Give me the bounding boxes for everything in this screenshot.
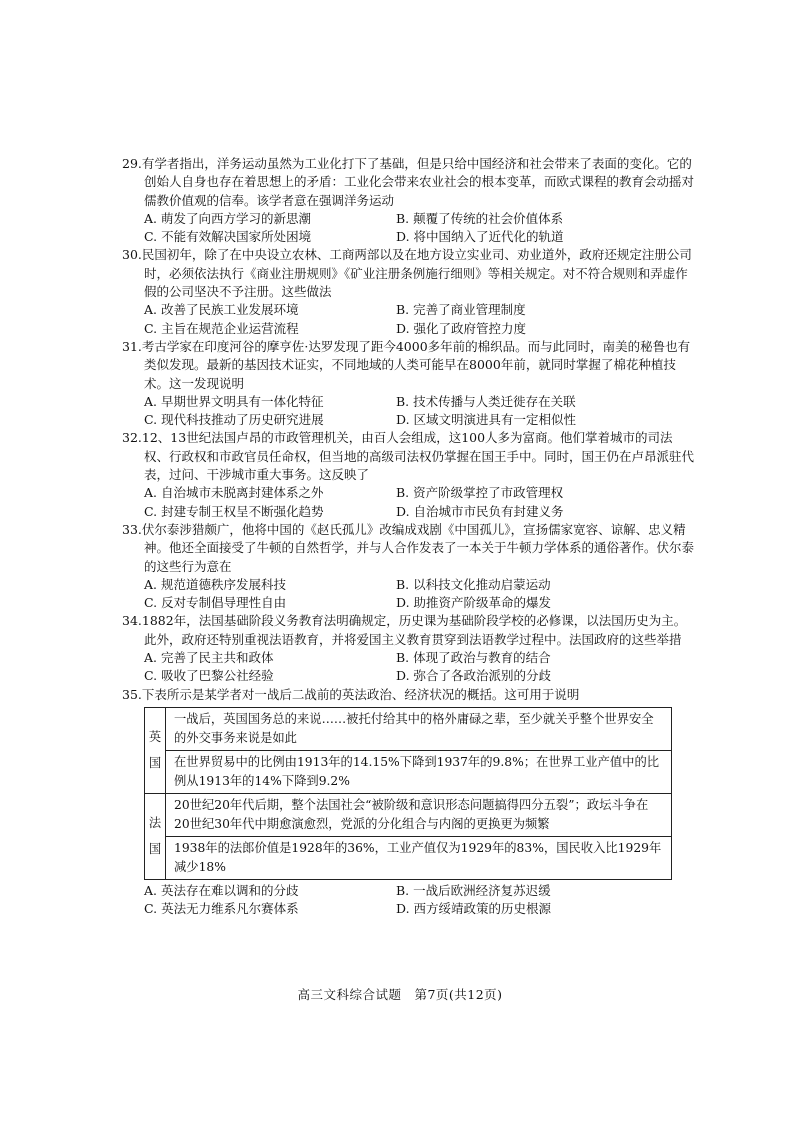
exam-page	[122, 155, 697, 919]
option-c[interactable]: C. 现代科技推动了历史研究进展	[144, 412, 324, 428]
option-b[interactable]: B. 体现了政治与教育的结合	[396, 650, 551, 666]
page-footer: 高三文科综合试题 第7页(共12页)	[297, 987, 503, 1002]
option-b[interactable]: B. 资产阶级掌控了市政管理权	[396, 485, 564, 501]
country-char: 国	[148, 842, 162, 857]
options	[122, 576, 697, 613]
option-a[interactable]: A. 规范道德秩序发展科技	[144, 576, 286, 592]
country-char: 国	[148, 756, 162, 771]
options	[122, 301, 697, 338]
table-cell: 1938年的法郎价值是1928年的36%，工业产值仅为1929年的83%，国民收入比1929年减少18%	[166, 836, 672, 879]
table-row	[145, 707, 672, 750]
option-b[interactable]: B. 一战后欧洲经济复苏迟缓	[396, 882, 551, 898]
option-c[interactable]: C. 封建专制王权呈不断强化趋势	[144, 503, 324, 519]
option-a[interactable]: A. 改善了民族工业发展环境	[144, 302, 299, 318]
country-cell-uk	[145, 707, 166, 793]
option-c[interactable]: C. 主旨在规范企业运营流程	[144, 320, 299, 336]
data-table	[144, 707, 672, 880]
question-stem: 30.民国初年，除了在中央设立农林、工商两部以及在地方设立实业司、劝业道外，政府还规定注册公司时，必须依法执行《商业注册规则》《矿业注册条例施行细则》等相关规定。对不符合规则和弄虚作假的公司坚决不予注册。这些做法	[122, 247, 692, 300]
question-30	[122, 246, 697, 337]
option-d[interactable]: D. 助推资产阶级革命的爆发	[396, 595, 552, 611]
option-a[interactable]: A. 英法存在难以调和的分歧	[144, 882, 299, 898]
table-row	[145, 793, 672, 836]
country-cell-france	[145, 793, 166, 879]
option-d[interactable]: D. 区域文明演进具有一定相似性	[396, 412, 577, 428]
options	[122, 882, 697, 919]
option-d[interactable]: D. 将中国纳入了近代化的轨道	[396, 229, 564, 245]
option-d[interactable]: D. 自治城市市民负有封建义务	[396, 503, 564, 519]
option-c[interactable]: C. 英法无力维系凡尔赛体系	[144, 901, 299, 917]
option-a[interactable]: A. 自治城市未脱离封建体系之外	[144, 485, 324, 501]
table-cell: 在世界贸易中的比例由1913年的14.15%下降到1937年的9.8%；在世界工业产值中的比例从1913年的14%下降到9.2%	[166, 750, 672, 793]
option-c[interactable]: C. 不能有效解决国家所处困境	[144, 229, 312, 245]
question-34	[122, 612, 697, 685]
options	[122, 649, 697, 686]
country-char: 英	[148, 730, 162, 745]
table-row	[145, 750, 672, 793]
question-35	[122, 686, 697, 919]
question-33	[122, 521, 697, 612]
question-29	[122, 155, 697, 246]
question-stem: 31.考古学家在印度河谷的摩亨佐·达罗发现了距今4000多年前的棉织品。而与此同时，南美的秘鲁也有类似发现。最新的基因技术证实，不同地域的人类可能早在8000年前，就同时掌握了棉花种植技术。这一发现说明	[122, 338, 691, 391]
option-a[interactable]: A. 萌发了向西方学习的新思潮	[144, 210, 311, 226]
option-d[interactable]: D. 西方绥靖政策的历史根源	[396, 901, 552, 917]
table-cell: 20世纪20年代后期，整个法国社会“被阶级和意识形态问题搞得四分五裂”；政坛斗争在20世纪30年代中期愈演愈烈，党派的分化组合与内阁的更换更为频繁	[166, 793, 672, 836]
question-stem: 29.有学者指出，洋务运动虽然为工业化打下了基础，但是只给中国经济和社会带来了表面的变化。它的创始人自身也存在着思想上的矛盾：工业化会带来农业社会的根本变革，而欧式课程的教育会动摇对儒教价值观的信奉。该学者意在强调洋务运动	[122, 156, 695, 208]
options	[122, 210, 697, 247]
option-b[interactable]: B. 以科技文化推动启蒙运动	[396, 576, 551, 592]
option-b[interactable]: B. 技术传播与人类迁徙存在关联	[396, 393, 576, 409]
option-b[interactable]: B. 完善了商业管理制度	[396, 302, 526, 318]
option-c[interactable]: C. 吸收了巴黎公社经验	[144, 668, 274, 684]
option-a[interactable]: A. 早期世界文明具有一体化特征	[144, 393, 324, 409]
question-stem: 32.12、13世纪法国卢昂的市政管理机关，由百人会组成，这100人多为富商。他们掌着城市的司法权、行政权和市政官员任命权，但当地的高级司法权仍掌握在国王手中。同时，国王仍在卢昂派驻代表，过问、干涉城市重大事务。这反映了	[122, 430, 695, 483]
option-a[interactable]: A. 完善了民主共和政体	[144, 650, 274, 666]
options	[122, 484, 697, 521]
option-d[interactable]: D. 弥合了各政治派别的分歧	[396, 668, 552, 684]
table-cell: 一战后，英国国务总的来说……被托付给其中的格外庸碌之辈，至少就关乎整个世界安全的外交事务来说是如此	[166, 707, 672, 750]
option-d[interactable]: D. 强化了政府管控力度	[396, 320, 527, 336]
option-b[interactable]: B. 颠覆了传统的社会价值体系	[396, 210, 564, 226]
option-c[interactable]: C. 反对专制倡导理性自由	[144, 595, 287, 611]
question-32	[122, 429, 697, 520]
question-stem: 33.伏尔泰涉猎颇广，他将中国的《赵氏孤儿》改编成戏剧《中国孤儿》，宣扬儒家宽容、谅解、忠义精神。他还全面接受了牛顿的自然哲学，并与人合作发表了一本关于牛顿力学体系的通俗著作。伏尔泰的这些行为意在	[122, 521, 695, 574]
question-stem: 34.1882年，法国基础阶段义务教育法明确规定，历史课为基础阶段学校的必修课，以法国历史为主。此外，政府还特别重视法语教育，并将爱国主义教育贯穿到法语教学过程中。法国政府的这些举措	[122, 613, 687, 647]
options	[122, 393, 697, 430]
country-char: 法	[148, 816, 162, 831]
table-row	[145, 836, 672, 879]
question-31	[122, 338, 697, 429]
question-stem: 35.下表所示是某学者对一战后二战前的英法政治、经济状况的概括。这可用于说明	[122, 686, 580, 702]
